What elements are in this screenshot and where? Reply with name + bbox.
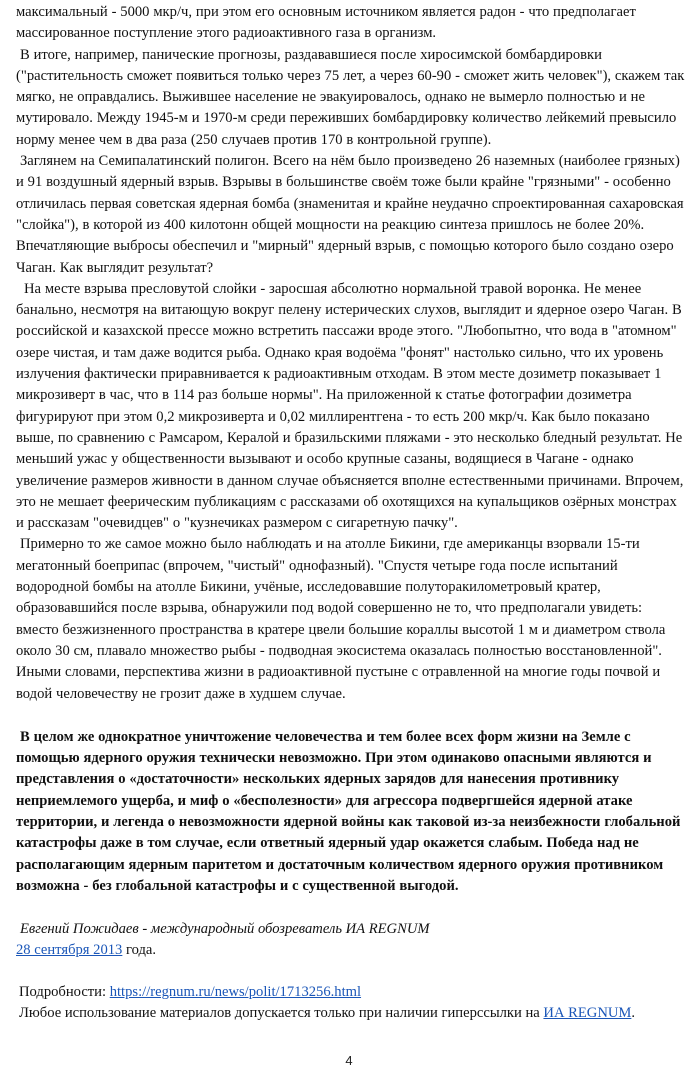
page-number: 4 xyxy=(345,1053,353,1068)
usage-text: Любое использование материалов допускается только при наличии гиперссылки на xyxy=(19,1005,544,1022)
paragraph-hiroshima: В итоге, например, панические прогнозы, раздававшиеся после хиросимской бомбардировки ("растительность сможет появиться только через 75 лет, а через 60-90 - сможет жить человек"), скажем так мягко, не оправдались. Выжившее население не эвакуировалось, однако не вымерло полностью и не мутировало. Между 1945-м и 1970-м среди переживших бомбардировку количество лейкемий превысило норму менее чем в два раза (250 случаев против 170 в контрольной группе). xyxy=(16,46,685,148)
date-line xyxy=(16,940,688,961)
details-label: Подробности: xyxy=(19,984,110,1001)
paragraph-conclusion: В целом же однократное уничтожение человечества и тем более всех форм жизни на Земле с помощью ядерного оружия технически невозможно. При этом одинаково опасными являются и представления о «достаточности» нескольких ядерных зарядов для нанесения противнику неприемлемого ущерба, и миф о «бесполезности» для агрессора подвергшейся ядерной атаке территории, и легенда о невозможности ядерной войны как таковой из-за неизбежности глобальной катастрофы даже в том случае, если ответный ядерный удар окажется слабым. Победа над не располагающим ядерным паритетом и достаточным количеством ядерного оружия противником возможна - без глобальной катастрофы и с существенной выгодой. xyxy=(16,728,681,894)
paragraph-semipalatinsk: Заглянем на Семипалатинский полигон. Всего на нём было произведено 26 наземных (наиболее грязных) и 91 воздушный ядерный взрыв. Взрывы в большинстве своём тоже были крайне "грязными" - особенно отличилась первая советская ядерная бомба (знаменитая и крайне неудачно спроектированная сахаровская "слойка"), в которой из 400 килотонн общей мощности на реакцию синтеза пришлось не более 20%. Впечатляющие выбросы обеспечил и "мирный" ядерный взрыв, с помощью которого было создано озеро Чаган. Как выглядит результат? xyxy=(16,153,684,276)
details-url-link[interactable]: https://regnum.ru/news/polit/1713256.html xyxy=(109,984,362,1001)
usage-suffix: . xyxy=(631,1005,636,1022)
usage-line xyxy=(16,1003,688,1024)
paragraph-bikini: Примерно то же самое можно было наблюдать и на атолле Бикини, где американцы взорвали 15-ти мегатонный боеприпас (впрочем, "чистый" однофазный). "Спустя четыре года после испытаний водородной бомбы на атолле Бикини, учёные, исследовавшие полуторакилометровый кратер, образовавшийся после взрыва, обнаружили под водой совершенно не то, что предполагали увидеть: вместо безжизненного пространства в кратере цвели большие кораллы высотой 1 м и диаметром ствола около 30 см, плавало множество рыбы - подводная экосистема оказалась полностью восстановленной". Иными словами, перспектива жизни в радиоактивной пустыне с отравленной на многие годы почвой и водой человечеству не грозит даже в худшем случае. xyxy=(16,536,666,702)
paragraph-radon: максимальный - 5000 мкр/ч, при этом его основным источником является радон - что предполагает массированное поступление этого радиоактивного газа в организм. xyxy=(16,4,636,42)
date-suffix: года. xyxy=(122,942,157,959)
author-line: Евгений Пожидаев - международный обозреватель ИА REGNUM xyxy=(20,921,430,938)
regnum-link[interactable]: ИА REGNUM xyxy=(543,1005,632,1022)
details-line xyxy=(16,982,688,1003)
signature-block xyxy=(16,919,688,961)
document-page xyxy=(16,2,688,1024)
sources-block xyxy=(16,982,688,1024)
date-link[interactable]: 28 сентября 2013 xyxy=(16,942,123,959)
paragraph-chagan: На месте взрыва пресловутой слойки - заросшая абсолютно нормальной травой воронка. Не менее банально, несмотря на витающую вокруг пелену истерических слухов, выглядит и ядерное озеро Чаган. В российской и казахской прессе можно встретить пассажи вроде этого. "Любопытно, что вода в "атомном" озере чистая, и там даже водится рыба. Однако края водоёма "фонят" настолько сильно, что их уровень излучения фактически приравнивается к радиоактивным отходам. В этом месте дозиметр показывает 1 микрозиверт в час, что в 114 раз больше нормы". На приложенной к статье фотографии дозиметра фигурируют при этом 0,2 микрозиверта и 0,02 миллирентгена - то есть 200 мкр/ч. Как было показано выше, по сравнению с Рамсаром, Кералой и бразильскими пляжами - это несколько бледный результат. Не меньший ужас у общественности вызывают и особо крупные сазаны, водящиеся в Чагане - однако увеличение размеров живности в данном случае объясняется вполне естественными причинами. Впрочем, это не мешает феерическим публикациям с рассказами об охотящихся на купальщиков озёрных монстрах и рассказам "очевидцев" о "кузнечиках размером с сигаретную пачку". xyxy=(16,280,684,532)
